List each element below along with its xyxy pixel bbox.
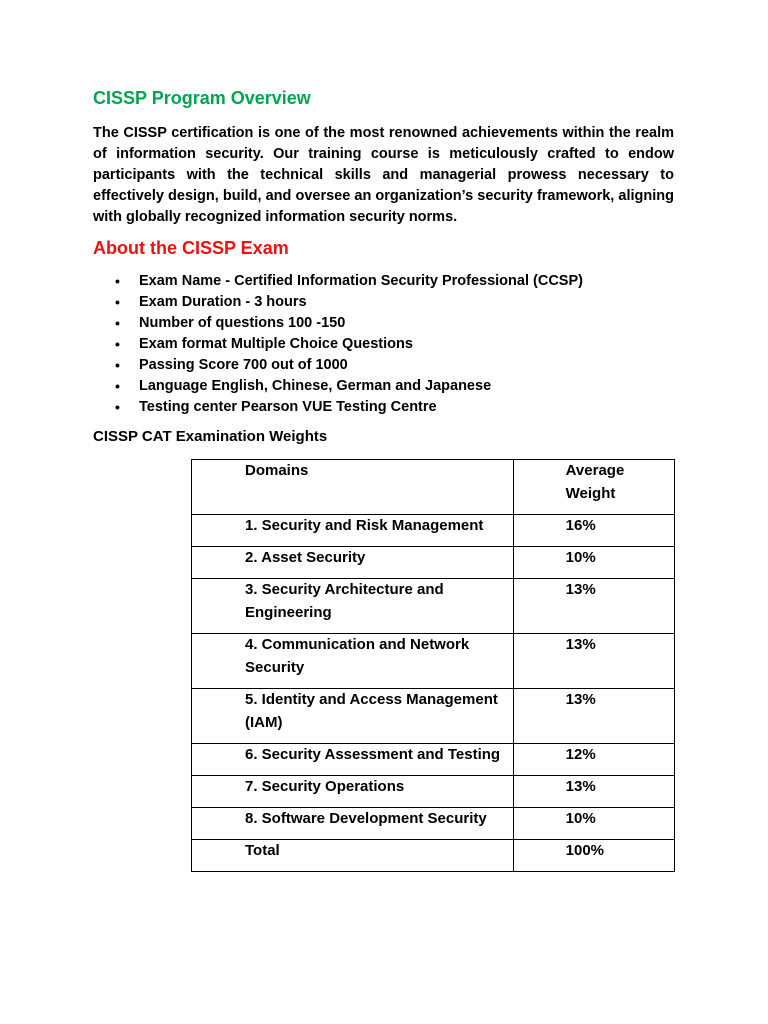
bullet-icon: • — [115, 336, 120, 352]
bullet-icon: • — [115, 399, 120, 415]
table-row — [192, 547, 675, 579]
domain-cell: 3. Security Architecture and Engineering — [192, 579, 514, 634]
list-item — [93, 271, 583, 292]
list-item-text: Passing Score 700 out of 1000 — [139, 357, 348, 373]
bullet-icon: • — [115, 378, 120, 394]
table-row — [192, 515, 675, 547]
table-header-row — [192, 460, 675, 515]
list-item — [93, 355, 583, 376]
list-item-text: Testing center Pearson VUE Testing Centre — [139, 399, 437, 415]
exam-weights-table — [191, 459, 675, 872]
domain-cell: 4. Communication and Network Security — [192, 634, 514, 689]
domain-cell: 1. Security and Risk Management — [192, 515, 514, 547]
domain-cell: Total — [192, 840, 514, 872]
header-cell-domains: Domains — [192, 460, 514, 515]
bullet-icon: • — [115, 357, 120, 373]
list-item-text: Exam Name - Certified Information Security Professional (CCSP) — [139, 273, 583, 289]
weight-cell: 12% — [513, 744, 674, 776]
bullet-icon: • — [115, 294, 120, 310]
list-item — [93, 397, 583, 418]
overview-paragraph: The CISSP certification is one of the most renowned achievements within the realm of information security. Our training course is meticulously crafted to endow participants with the technical skills and managerial prowess necessary to effectively design, build, and oversee an organization’s security framework, aligning with globally recognized information security norms. — [93, 125, 674, 225]
weight-cell: 10% — [513, 808, 674, 840]
weight-cell: 10% — [513, 547, 674, 579]
list-item — [93, 292, 583, 313]
table-row — [192, 776, 675, 808]
domain-cell: 2. Asset Security — [192, 547, 514, 579]
bullet-icon: • — [115, 273, 120, 289]
domain-cell: 8. Software Development Security — [192, 808, 514, 840]
list-item — [93, 334, 583, 355]
list-item-text: Number of questions 100 -150 — [139, 315, 346, 331]
table-row — [192, 634, 675, 689]
domain-cell: 6. Security Assessment and Testing — [192, 744, 514, 776]
list-item — [93, 376, 583, 397]
weight-cell: 13% — [513, 634, 674, 689]
weights-table-title: CISSP CAT Examination Weights — [93, 428, 328, 445]
weight-cell: 100% — [513, 840, 674, 872]
list-item-text: Exam Duration - 3 hours — [139, 294, 307, 310]
table-total-row — [192, 840, 675, 872]
header-cell-average-weight: Average Weight — [513, 460, 674, 515]
domain-cell: 7. Security Operations — [192, 776, 514, 808]
list-item-text: Exam format Multiple Choice Questions — [139, 336, 413, 352]
list-item-text: Language English, Chinese, German and Japanese — [139, 378, 492, 394]
list-item — [93, 313, 583, 334]
about-exam-heading: About the CISSP Exam — [93, 238, 289, 258]
weight-cell: 13% — [513, 689, 674, 744]
weight-cell: 13% — [513, 579, 674, 634]
weight-cell: 13% — [513, 776, 674, 808]
table-row — [192, 579, 675, 634]
program-overview-heading: CISSP Program Overview — [93, 88, 311, 108]
table-row — [192, 808, 675, 840]
exam-details-list — [93, 271, 583, 418]
bullet-icon: • — [115, 315, 120, 331]
weight-cell: 16% — [513, 515, 674, 547]
table-row — [192, 689, 675, 744]
domain-cell: 5. Identity and Access Management (IAM) — [192, 689, 514, 744]
table-row — [192, 744, 675, 776]
